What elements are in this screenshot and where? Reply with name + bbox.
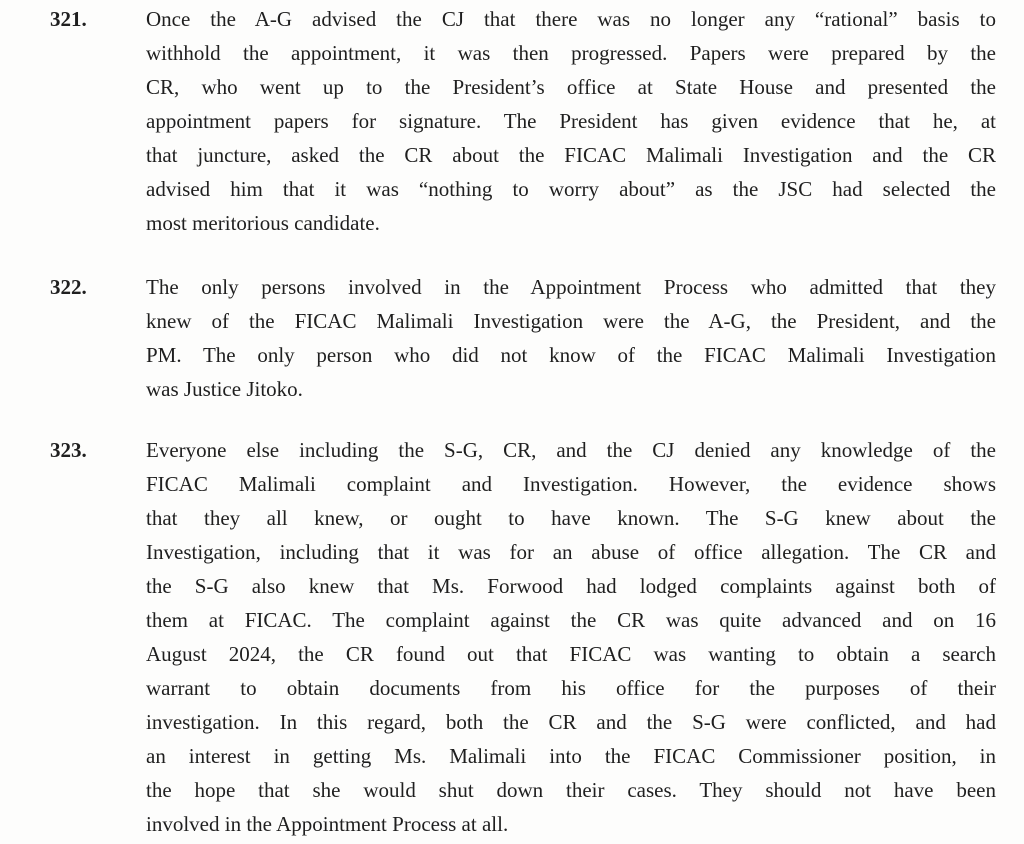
text-line: knew of the FICAC Malimali Investigation were the A-G, the President, and the [146,309,996,333]
paragraph-text [146,433,996,841]
text-line: FICAC Malimali complaint and Investigation. However, the evidence shows [146,472,996,496]
text-line: the S-G also knew that Ms. Forwood had lodged complaints against both of [146,574,996,598]
text-line: The only persons involved in the Appointment Process who admitted that they [146,275,996,299]
text-line: Once the A-G advised the CJ that there was no longer any “rational” basis to [146,7,996,31]
text-line: that juncture, asked the CR about the FICAC Malimali Investigation and the CR [146,143,996,167]
text-line: Investigation, including that it was for an abuse of office allegation. The CR and [146,540,996,564]
text-line: was Justice Jitoko. [146,377,303,401]
text-line: August 2024, the CR found out that FICAC was wanting to obtain a search [146,642,996,666]
paragraph-number: 322. [50,275,87,299]
text-line: most meritorious candidate. [146,211,380,235]
paragraph-number: 323. [50,438,87,462]
text-line: advised him that it was “nothing to worry about” as the JSC had selected the [146,177,996,201]
text-line: CR, who went up to the President’s office at State House and presented the [146,75,996,99]
text-line: them at FICAC. The complaint against the CR was quite advanced and on 16 [146,608,996,632]
text-line: Everyone else including the S-G, CR, and the CJ denied any knowledge of the [146,438,996,462]
text-line: investigation. In this regard, both the CR and the S-G were conflicted, and had [146,710,996,734]
text-line: the hope that she would shut down their cases. They should not have been [146,778,996,802]
paragraph-number: 321. [50,7,87,31]
text-line: PM. The only person who did not know of the FICAC Malimali Investigation [146,343,996,367]
text-line: appointment papers for signature. The President has given evidence that he, at [146,109,996,133]
text-line: warrant to obtain documents from his office for the purposes of their [146,676,996,700]
text-line: that they all knew, or ought to have known. The S-G knew about the [146,506,996,530]
text-line: an interest in getting Ms. Malimali into the FICAC Commissioner position, in [146,744,996,768]
text-line: involved in the Appointment Process at all. [146,812,509,836]
text-line: withhold the appointment, it was then progressed. Papers were prepared by the [146,41,996,65]
paragraph-text [146,270,996,406]
paragraph-text [146,2,996,240]
